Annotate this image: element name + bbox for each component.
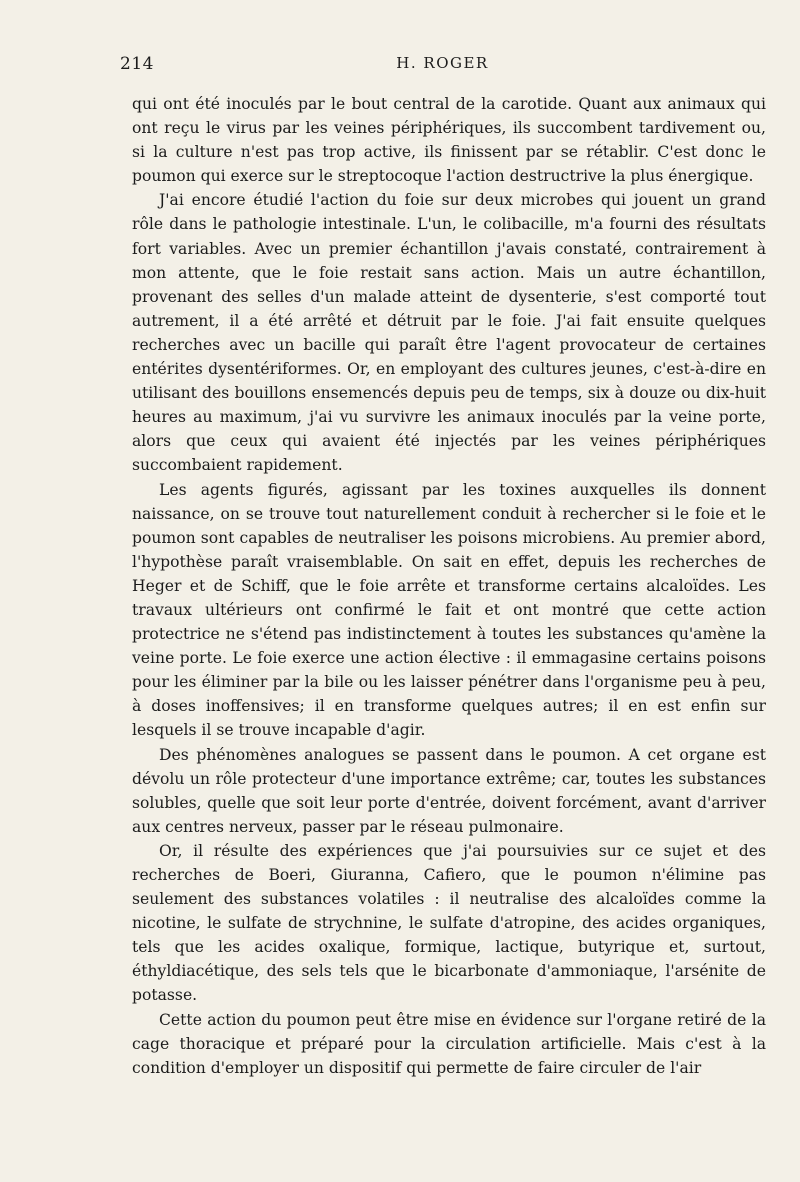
paragraph-3: Les agents figurés, agissant par les toxines auxquelles ils donnent naissance, on se trouve tout naturellement conduit à rechercher si le foie et le poumon sont capables de neutraliser les poisons microbiens. Au premier abord, l'hypothèse paraît vraisemblable. On sait en effet, depuis les recherches de Heger et de Schiff, que le foie arrête et transforme certains alcaloïdes. Les travaux ultérieurs ont confirmé le fait et ont montré que cette action protectrice ne s'étend pas indistinctement à toutes les substances qu'amène la veine porte. Le foie exerce une action élective : il emmagasine certains poisons pour les éliminer par la bile ou les laisser pénétrer dans l'organisme peu à peu, à doses inoffensives; il en transforme quelques autres; il en est enfin sur lesquels il se trouve incapable d'agir. [132, 480, 766, 740]
page-number: 214 [120, 54, 154, 74]
running-head-author: H. ROGER [396, 54, 489, 72]
paragraph-1-continued: qui ont été inoculés par le bout central de la carotide. Quant aux animaux qui ont reçu le virus par les veines périphériques, ils succombent tardivement ou, si la culture n'est pas trop active, ils finissent par se rétablir. C'est donc le poumon qui exerce sur le streptocoque l'action destructrive la plus énergique. [132, 95, 766, 186]
paragraph-6: Cette action du poumon peut être mise en évidence sur l'organe retiré de la cage thoracique et préparé pour la circulation artificielle. Mais c'est à la condition d'employer un dispositif qui permette de faire circuler de l'air [132, 1010, 766, 1077]
body-text [132, 92, 766, 1080]
paragraph-2: J'ai encore étudié l'action du foie sur deux microbes qui jouent un grand rôle dans le pathologie intestinale. L'un, le colibacille, m'a fourni des résultats fort variables. Avec un premier échantillon j'avais constaté, contrairement à mon attente, que le foie restait sans action. Mais un autre échantillon, provenant des selles d'un malade atteint de dysenterie, s'est comporté tout autrement, il a été arrêté et détruit par le foie. J'ai fait ensuite quelques recherches avec un bacille qui paraît être l'agent provocateur de certaines entérites dysentériformes. Or, en employant des cultures jeunes, c'est-à-dire en utilisant des bouillons ensemencés depuis peu de temps, six à douze ou dix-huit heures au maximum, j'ai vu survivre les animaux inoculés par la veine porte, alors que ceux qui avaient été injectés par les veines périphériques succombaient rapidement. [132, 191, 766, 475]
page-header [120, 54, 765, 78]
paragraph-5: Or, il résulte des expériences que j'ai poursuivies sur ce sujet et des recherches de Boeri, Giuranna, Cafiero, que le poumon n'élimine pas seulement des substances volatiles : il neutralise des alcaloïdes comme la nicotine, le sulfate de strychnine, le sulfate d'atropine, des acides organiques, tels que les acides oxalique, formique, lactique, butyrique et, surtout, éthyldiacétique, des sels tels que le bicarbonate d'ammoniaque, l'arsénite de potasse. [132, 841, 766, 1005]
paragraph-4: Des phénomènes analogues se passent dans le poumon. A cet organe est dévolu un rôle protecteur d'une importance extrême; car, toutes les substances solubles, quelle que soit leur porte d'entrée, doivent forcément, avant d'arriver aux centres nerveux, passer par le réseau pulmonaire. [132, 745, 766, 836]
